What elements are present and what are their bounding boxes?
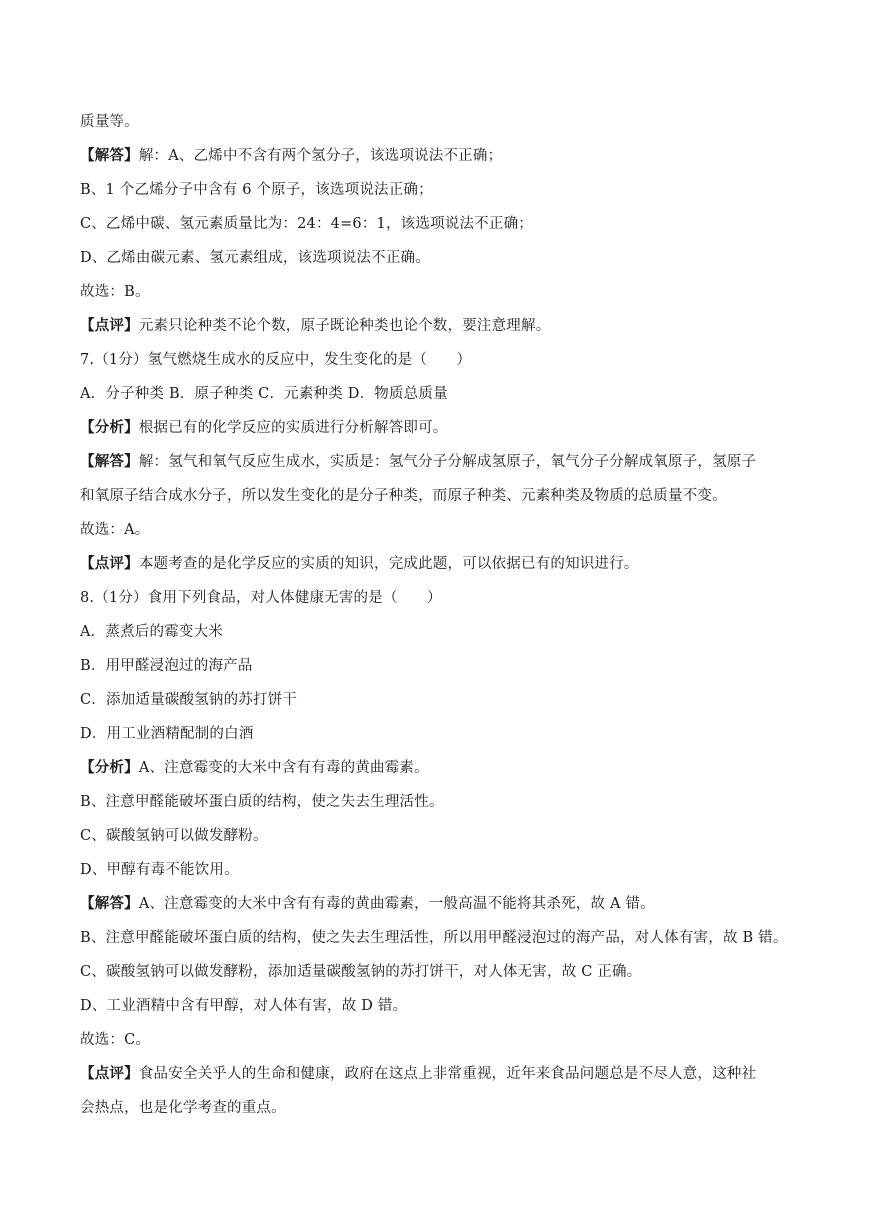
line-text: B、注意甲醛能破坏蛋白质的结构，使之失去生理活性，所以用甲醛浸泡过的海产品，对人体有害，故 B 错。 [80,930,788,946]
text-line [80,826,800,846]
section-tag: 【解答】 [80,453,139,470]
line-text: B、注意甲醛能破坏蛋白质的结构，使之失去生理活性。 [80,794,444,810]
section-tag: 【点评】 [80,1065,139,1082]
text-line [80,112,800,132]
text-line [80,1098,800,1118]
text-line [80,146,800,166]
line-text: 根据已有的化学反应的实质进行分析解答即可。 [138,420,448,436]
text-line [80,690,800,710]
line-text: 故选：B。 [80,284,150,300]
text-line [80,1030,800,1050]
text-line [80,452,800,472]
line-text: 故选：C。 [80,1032,151,1048]
line-text: 解：A、乙烯中不含有两个氢分子，该选项说法不正确； [138,148,503,164]
text-line [80,724,800,744]
section-tag: 【解答】 [80,895,139,912]
text-line [80,860,800,880]
section-tag: 【点评】 [80,555,139,572]
text-line [80,962,800,982]
text-line [80,520,800,540]
text-line [80,588,800,608]
line-text: A．分子种类 B．原子种类 C．元素种类 D．物质总质量 [80,386,448,402]
text-line [80,1064,800,1084]
text-line [80,656,800,676]
line-text: 和氧原子结合成水分子，所以发生变化的是分子种类，而原子种类、元素种类及物质的总质量不变。 [80,488,727,504]
section-tag: 【分析】 [80,419,139,436]
line-text: D、甲醇有毒不能饮用。 [80,862,239,878]
text-line [80,622,800,642]
text-line [80,214,800,234]
line-text: 元素只论种类不论个数，原子既论种类也论个数，要注意理解。 [138,318,551,334]
text-line [80,758,800,778]
line-text: 会热点，也是化学考查的重点。 [80,1100,286,1116]
line-text: 故选：A。 [80,522,150,538]
line-text: A、注意霉变的大米中含有有毒的黄曲霉素。 [138,760,429,776]
text-line [80,282,800,302]
text-line [80,928,800,948]
line-text: D、工业酒精中含有甲醇，对人体有害，故 D 错。 [80,998,408,1014]
text-line [80,350,800,370]
line-text: 7.（1分）氢气燃烧生成水的反应中，发生变化的是（ ） [80,352,472,368]
text-line [80,418,800,438]
section-tag: 【解答】 [80,147,139,164]
text-line [80,316,800,336]
section-tag: 【分析】 [80,759,139,776]
text-line [80,180,800,200]
line-text: C、乙烯中碳、氢元素质量比为：24：4=6：1，该选项说法不正确； [80,216,533,232]
text-line [80,894,800,914]
line-text: C．添加适量碳酸氢钠的苏打饼干 [80,692,298,708]
text-line [80,792,800,812]
line-text: 解：氢气和氧气反应生成水，实质是：氢气分子分解成氢原子，氧气分子分解成氧原子，氢原子 [138,454,757,470]
line-text: C、碳酸氢钠可以做发酵粉。 [80,828,268,844]
text-line [80,248,800,268]
line-text: 质量等。 [80,114,139,130]
line-text: D、乙烯由碳元素、氢元素组成，该选项说法不正确。 [80,250,430,266]
line-text: C、碳酸氢钠可以做发酵粉，添加适量碳酸氢钠的苏打饼干，对人体无害，故 C 正确。 [80,964,642,980]
text-line [80,996,800,1016]
line-text: B．用甲醛浸泡过的海产品 [80,658,253,674]
line-text: B、1 个乙烯分子中含有 6 个原子，该选项说法正确； [80,182,433,198]
line-text: 本题考查的是化学反应的实质的知识，完成此题，可以依据已有的知识进行。 [138,556,639,572]
line-text: A、注意霉变的大米中含有有毒的黄曲霉素，一般高温不能将其杀死，故 A 错。 [138,896,655,912]
text-line [80,554,800,574]
text-line [80,384,800,404]
line-text: D．用工业酒精配制的白酒 [80,726,254,742]
text-line [80,486,800,506]
line-text: 食品安全关乎人的生命和健康，政府在这点上非常重视，近年来食品问题总是不尽人意，这种社 [138,1066,757,1082]
line-text: 8.（1分）食用下列食品，对人体健康无害的是（ ） [80,590,442,606]
section-tag: 【点评】 [80,317,139,334]
line-text: A．蒸煮后的霉变大米 [80,624,223,640]
